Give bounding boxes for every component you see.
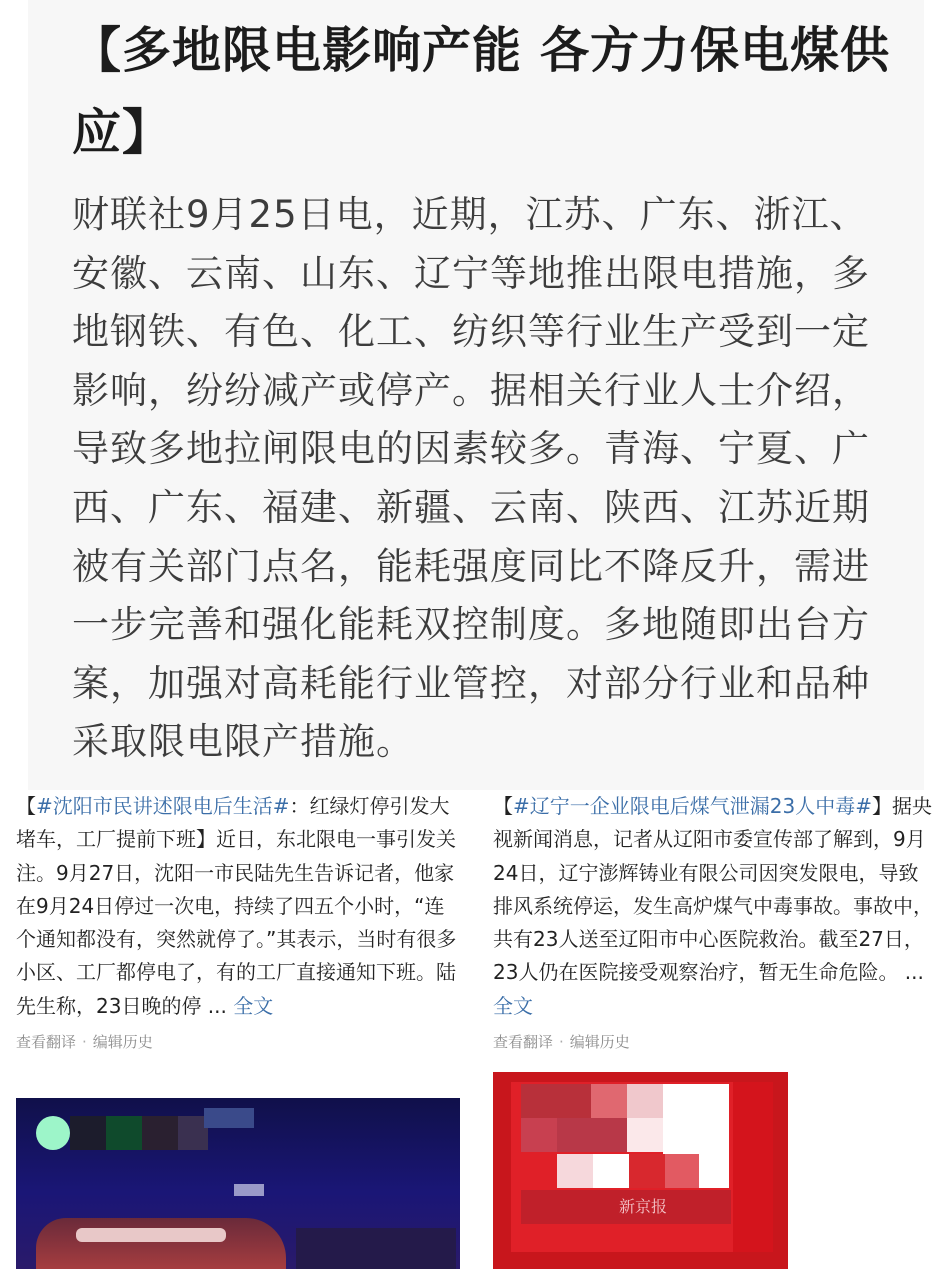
post-image-street[interactable] [16,1098,460,1269]
light-blob [36,1116,70,1150]
post-image-cover[interactable] [493,1072,788,1269]
post-meta [493,1029,938,1055]
dark-area [296,1228,456,1269]
meta-separator: · [82,1033,87,1052]
hashtag-link[interactable]: #沈阳市民讲述限电后生活# [36,794,290,818]
pixel-tile [593,1154,629,1188]
pixel-block [106,1116,142,1150]
pixel-tile [699,1154,729,1188]
post-content: ：红绿灯停引发大堵车，工厂提前下班】近日，东北限电一事引发关注。9月27日，沈阳一市民陆先生告诉记者，他家在9月24日停过一次电，持续了四五个小时，“连个通知都没有，突然就停了。”其表示，当时有很多小区、工厂都停电了，有的工厂直接通知下班。陆先生称，23日晚的停 ... [16,794,457,1018]
headline-body: 财联社9月25日电，近期，江苏、广东、浙江、安徽、云南、山东、辽宁等地推出限电措施，多地钢铁、有色、化工、纺织等行业生产受到一定影响，纷纷减产或停产。据相关行业人士介绍，导致多地拉闸限电的因素较多。青海、宁夏、广西、广东、福建、新疆、云南、陕西、江苏近期被有关部门点名，能耗强度同比不降反升，需进一步完善和强化能耗双控制度。多地随即出台方案，加强对高耗能行业管控，对部分行业和品种采取限电限产措施。 [72,193,870,764]
translate-link[interactable]: 查看翻译 [493,1033,554,1052]
pixel-tile [627,1084,663,1118]
cover-caption: 新京报 [618,1197,667,1216]
edit-history-link[interactable]: 编辑历史 [92,1033,153,1052]
pixel-block [142,1116,178,1150]
pixel-tile [627,1118,663,1152]
pixel-tile [629,1154,665,1188]
pixel-tile [665,1154,699,1188]
vehicle-lightbar [76,1228,226,1242]
post-text [493,790,938,1023]
building-light [234,1184,264,1196]
bracket: 【 [493,794,513,818]
headline-title: 【多地限电影响产能 各方力保电煤供应】 [72,22,891,161]
vehicle [36,1218,286,1269]
full-text-link[interactable]: 全文 [233,993,274,1018]
pixel-tile [591,1084,627,1118]
pixel-tile [521,1118,557,1152]
meta-separator: · [559,1033,564,1052]
building-light [204,1108,254,1128]
post-text [16,790,462,1023]
pixel-tile [557,1154,593,1188]
post-content: 】据央视新闻消息，记者从辽阳市委宣传部了解到，9月24日，辽宁澎辉铸业有限公司因突发限电，导致排风系统停运，发生高炉煤气中毒事故。事故中，共有23人送至辽阳市中心医院救治。截至27日，23人仍在医院接受观察治疗，暂无生命危险。 ... [493,794,933,985]
full-text-link[interactable]: 全文 [493,993,533,1018]
pixel-tile [557,1118,627,1152]
pixel-tile [663,1084,729,1154]
edit-history-link[interactable]: 编辑历史 [569,1033,630,1052]
translate-link[interactable]: 查看翻译 [16,1033,77,1052]
pixel-tile [733,1082,773,1252]
pixel-tile [521,1084,591,1118]
post-meta [16,1029,462,1055]
bracket: 【 [16,794,36,818]
hashtag-link[interactable]: #辽宁一企业限电后煤气泄漏23人中毒# [513,794,872,818]
pixel-block [70,1116,106,1150]
